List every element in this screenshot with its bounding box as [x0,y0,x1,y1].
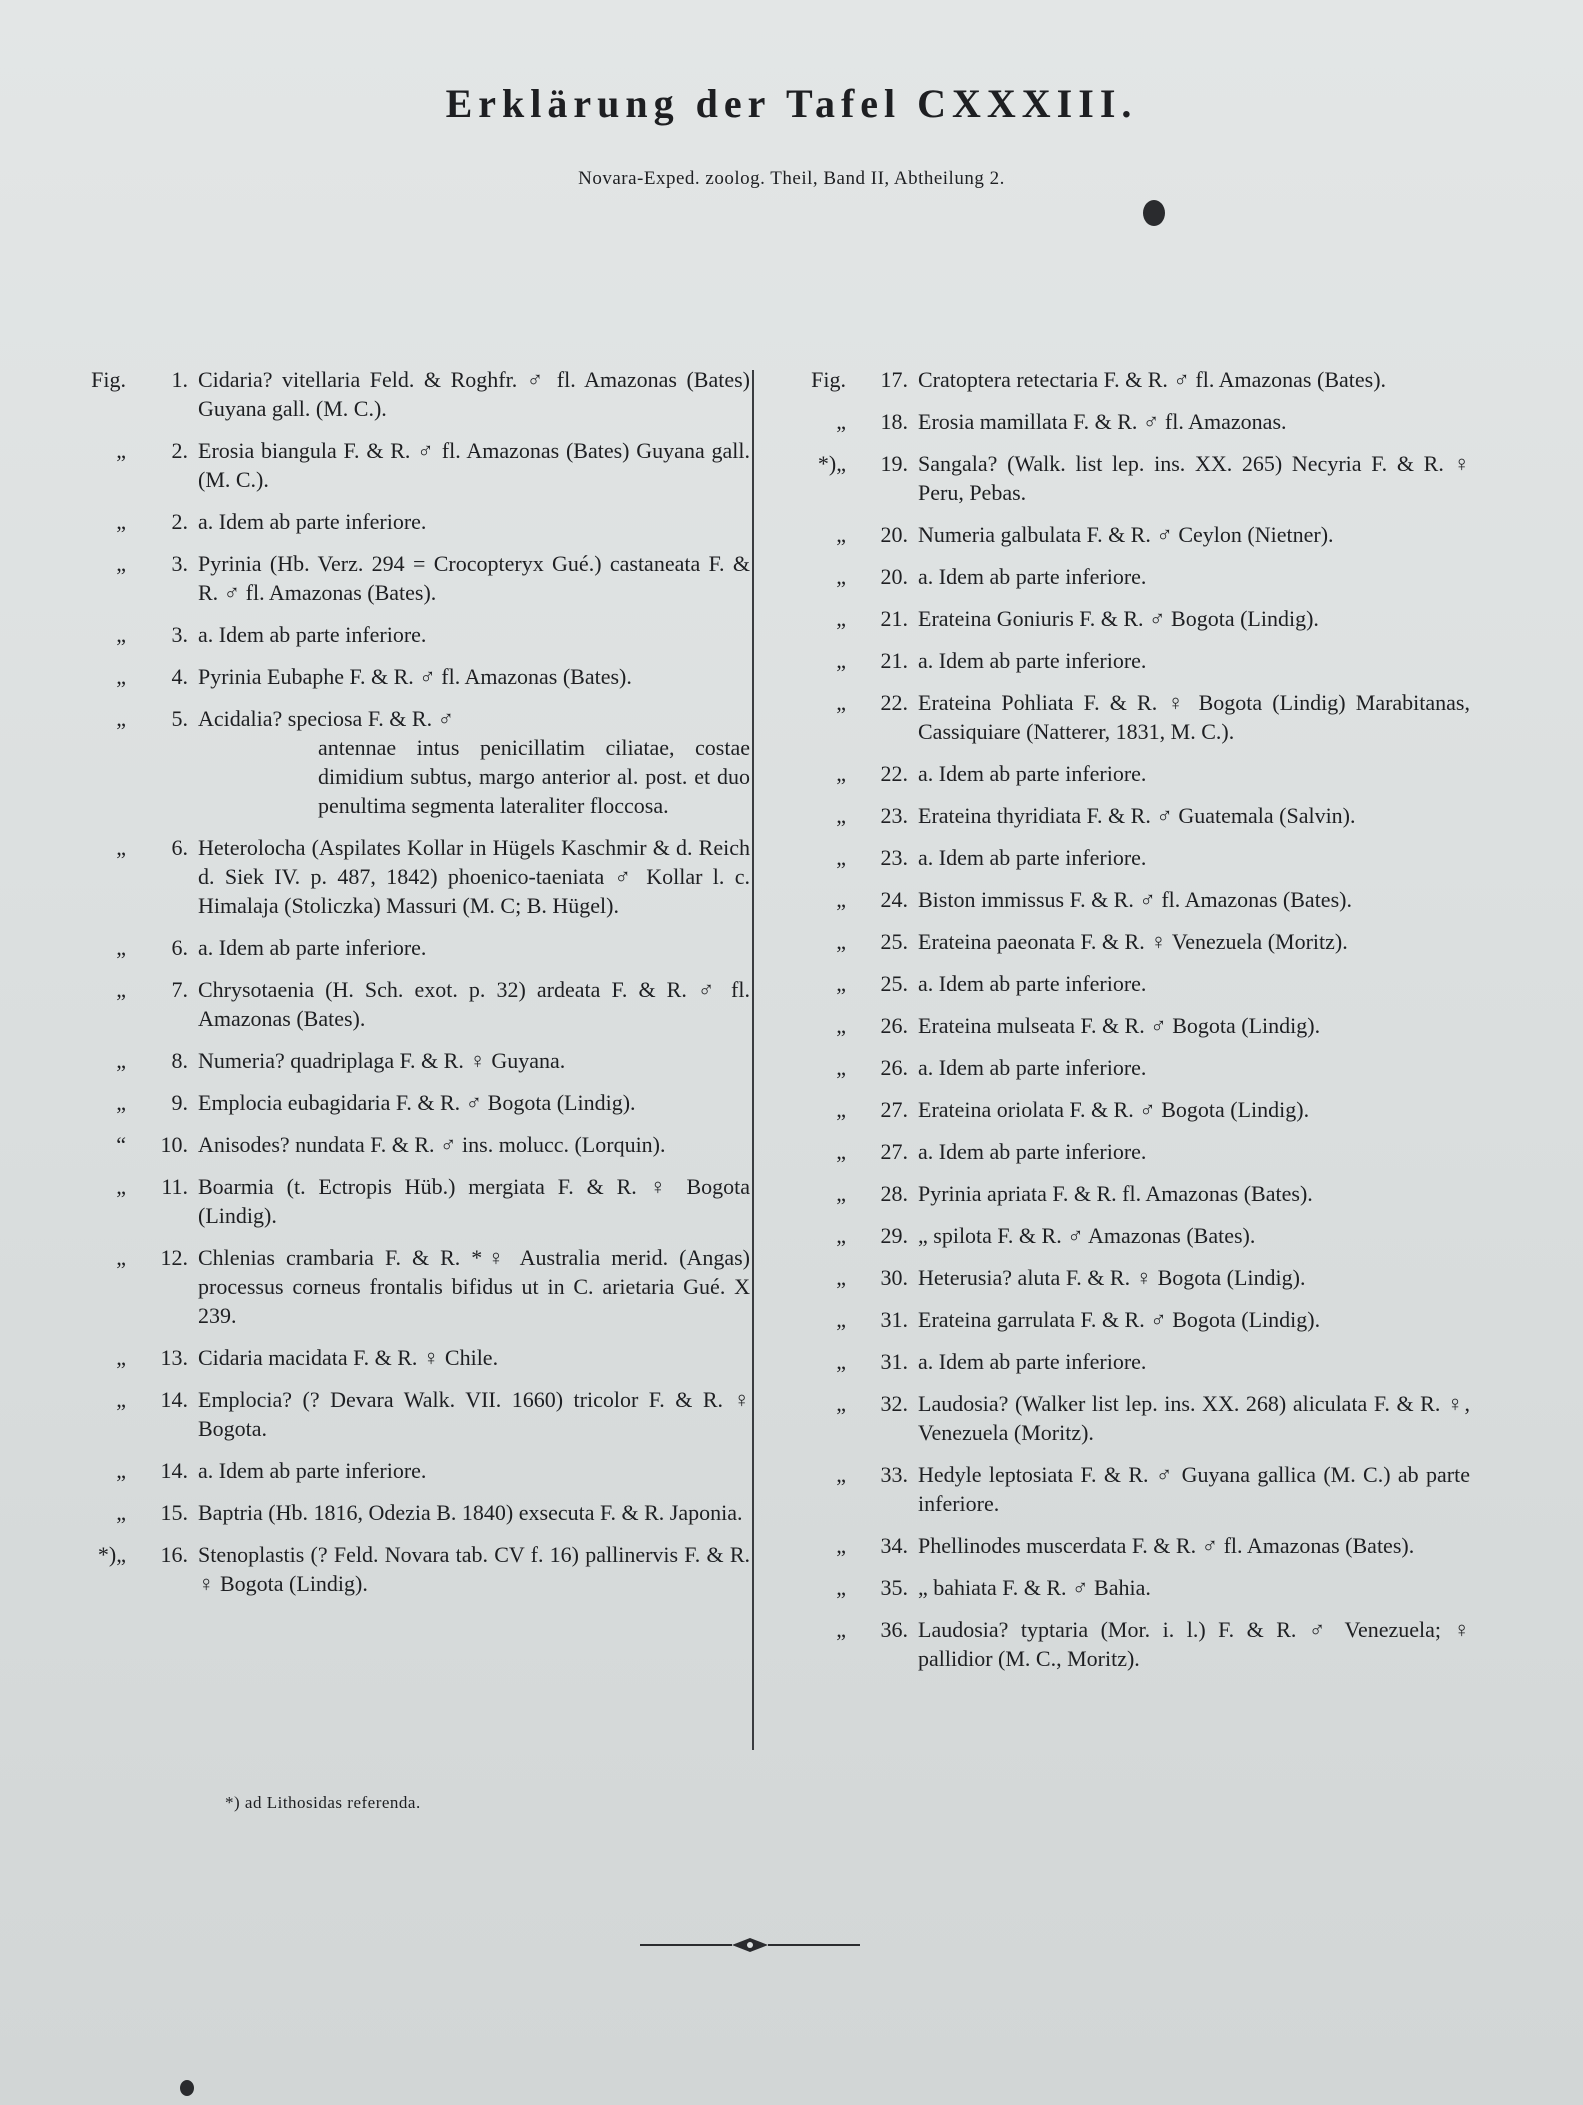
ornament-rule [640,1935,860,1960]
entry-description: Boarmia (t. Ectropis Hüb.) mergiata F. & R. ♀ Bogota (Lindig). [198,1174,750,1228]
entry-prefix: „ [836,761,846,786]
entry-text [198,1243,750,1330]
entry-lead [70,1243,198,1272]
figure-entry [790,1263,1470,1292]
figure-entry [790,604,1470,633]
entry-lead [790,1460,918,1489]
figure-entry [790,1573,1470,1602]
figure-entry [790,1053,1470,1082]
figure-entry [70,1498,750,1527]
figure-entry [790,1011,1470,1040]
figure-number: 17. [880,367,908,392]
entry-prefix: „ [116,1387,126,1412]
entry-lead [70,704,198,733]
figure-number: 25. [880,971,908,996]
entry-lead [70,620,198,649]
figure-entry [790,843,1470,872]
entry-description: a. Idem ab parte inferiore. [198,1458,427,1483]
entry-description: Laudosia? typtaria (Mor. i. l.) F. & R. ♂ Venezuela; ♀ pallidior (M. C., Moritz). [918,1617,1470,1671]
entry-description: a. Idem ab parte inferiore. [918,845,1147,870]
entry-lead [70,662,198,691]
entry-text [918,604,1470,633]
figure-number: 10. [160,1132,188,1157]
entry-lead [70,1498,198,1527]
entry-prefix: „ [836,1139,846,1164]
entry-text [198,1385,750,1443]
figure-number: 23. [880,845,908,870]
figure-number: 25. [880,929,908,954]
entry-prefix: „ [116,1174,126,1199]
figure-entry [790,365,1470,394]
entry-lead [790,801,918,830]
entry-lead [790,1389,918,1418]
entry-prefix: „ [836,887,846,912]
entry-lead [790,1011,918,1040]
entry-text [918,759,1470,788]
entry-text [918,1053,1470,1082]
entry-description: Erateina oriolata F. & R. ♂ Bogota (Lindig). [918,1097,1310,1122]
entry-description: Erateina Goniuris F. & R. ♂ Bogota (Lindig). [918,606,1319,631]
entry-lead [790,885,918,914]
entry-lead [70,833,198,862]
entry-text [918,562,1470,591]
entry-description: Erateina paeonata F. & R. ♀ Venezuela (Moritz). [918,929,1348,954]
entry-text [918,1389,1470,1447]
entry-lead [790,759,918,788]
entry-prefix: „ [116,706,126,731]
entry-description: a. Idem ab parte inferiore. [918,1139,1147,1164]
entry-description: Erosia biangula F. & R. ♂ fl. Amazonas (Bates) Guyana gall. (M. C.). [198,438,750,492]
entry-description: Pyrinia apriata F. & R. fl. Amazonas (Bates). [918,1181,1313,1206]
figure-entry [790,885,1470,914]
entry-prefix: „ [836,648,846,673]
entry-lead [790,688,918,717]
figure-number: 11. [161,1174,188,1199]
entry-lead [70,436,198,465]
figure-entry [790,969,1470,998]
entry-lead [790,407,918,436]
entry-text [198,1456,750,1485]
figure-entry [790,562,1470,591]
figure-entry [70,436,750,494]
entry-prefix: „ [836,606,846,631]
entry-lead [70,507,198,536]
entry-prefix: „ [836,1617,846,1642]
entry-text [918,1221,1470,1250]
figure-number: 28. [880,1181,908,1206]
entry-text [198,507,750,536]
entry-prefix: „ [116,551,126,576]
figure-number: 23. [880,803,908,828]
figure-entry [790,1389,1470,1447]
entry-description: Baptria (Hb. 1816, Odezia B. 1840) exsecuta F. & R. Japonia. [198,1500,743,1525]
entry-text [918,927,1470,956]
figure-entry [70,1088,750,1117]
entry-prefix: „ [116,438,126,463]
entry-text [918,1615,1470,1673]
entry-prefix: „ [836,803,846,828]
figure-entry [70,833,750,920]
figure-number: 15. [160,1500,188,1525]
entry-description: Emplocia? (? Devara Walk. VII. 1660) tricolor F. & R. ♀ Bogota. [198,1387,750,1441]
entry-lead [790,1531,918,1560]
entry-lead [70,933,198,962]
figure-entry [70,1046,750,1075]
entry-description: Phellinodes muscerdata F. & R. ♂ fl. Amazonas (Bates). [918,1533,1415,1558]
entry-text [918,1573,1470,1602]
entry-prefix: „ [836,845,846,870]
entry-prefix: „ [116,664,126,689]
entry-lead [790,520,918,549]
entry-text [918,365,1470,394]
entry-text [198,620,750,649]
entry-lead [70,549,198,578]
ink-spot [1143,200,1165,226]
entry-description: a. Idem ab parte inferiore. [918,648,1147,673]
entry-description: Cratoptera retectaria F. & R. ♂ fl. Amazonas (Bates). [918,367,1387,392]
figure-entry [790,688,1470,746]
entry-lead [790,1095,918,1124]
entry-description: Chlenias crambaria F. & R. *♀ Australia merid. (Angas) processus corneus frontalis bifidus ut in C. arietaria Gué. X 239. [198,1245,750,1328]
entry-description: Erateina mulseata F. & R. ♂ Bogota (Lindig). [918,1013,1321,1038]
figure-number: 36. [880,1617,908,1642]
figure-entry [790,759,1470,788]
figure-number: 20. [880,564,908,589]
entry-text [918,1263,1470,1292]
entry-description: Anisodes? nundata F. & R. ♂ ins. molucc. (Lorquin). [198,1132,666,1157]
entry-text [198,1343,750,1372]
entry-description: Heterusia? aluta F. & R. ♀ Bogota (Lindig). [918,1265,1306,1290]
figure-entry [70,507,750,536]
entry-lead [790,365,918,394]
figure-number: 12. [160,1245,188,1270]
figure-number: 2. [171,438,188,463]
figure-entry [70,1243,750,1330]
entry-description: Erateina garrulata F. & R. ♂ Bogota (Lindig). [918,1307,1321,1332]
entry-prefix: „ [116,977,126,1002]
entry-text [918,969,1470,998]
entry-prefix: „ [836,409,846,434]
entry-text [918,646,1470,675]
entry-lead [70,1385,198,1414]
figure-number: 6. [171,935,188,960]
figure-number: 21. [880,606,908,631]
figure-entry [790,449,1470,507]
entry-prefix: „ [836,929,846,954]
entry-prefix: „ [836,690,846,715]
entry-description: Erateina Pohliata F. & R. ♀ Bogota (Lindig) Marabitanas, Cassiquiare (Natterer, 1831, M. C.). [918,690,1470,744]
entry-prefix: „ [116,835,126,860]
figure-entry [70,1343,750,1372]
entry-lead [790,1053,918,1082]
entry-prefix: „ [116,622,126,647]
entry-description: „ spilota F. & R. ♂ Amazonas (Bates). [918,1223,1256,1248]
entry-description: Numeria? quadriplaga F. & R. ♀ Guyana. [198,1048,566,1073]
figure-number: 27. [880,1097,908,1122]
entry-lead [790,604,918,633]
entry-text [918,1347,1470,1376]
entry-prefix: „ [116,935,126,960]
figure-entry [790,1221,1470,1250]
figure-number: 13. [160,1345,188,1370]
entry-description: Sangala? (Walk. list lep. ins. XX. 265) Necyria F. & R. ♀ Peru, Pebas. [918,451,1470,505]
entry-prefix: Fig. [91,367,126,392]
entry-text [918,688,1470,746]
entry-text [198,1130,750,1159]
entry-description: Cidaria? vitellaria Feld. & Roghfr. ♂ fl. Amazonas (Bates) Guyana gall. (M. C.). [198,367,750,421]
entry-text [198,1540,750,1598]
entry-text [918,843,1470,872]
entry-lead [790,646,918,675]
entry-description: a. Idem ab parte inferiore. [198,509,427,534]
figure-entry [790,1305,1470,1334]
figure-number: 7. [171,977,188,1002]
figure-number: 29. [880,1223,908,1248]
figure-entry [70,1172,750,1230]
figure-number: 6. [171,835,188,860]
entry-prefix: „ [836,564,846,589]
figure-number: 26. [880,1055,908,1080]
entry-lead [790,1347,918,1376]
figure-number: 21. [880,648,908,673]
figure-number: 26. [880,1013,908,1038]
entry-description: Biston immissus F. & R. ♂ fl. Amazonas (Bates). [918,887,1352,912]
entry-text [918,1531,1470,1560]
figure-number: 16. [160,1542,188,1567]
entry-lead [70,1130,198,1159]
entry-prefix: *)„ [817,451,846,476]
entry-text [198,662,750,691]
column-divider [752,370,754,1750]
left-column [70,365,750,1611]
entry-text [198,549,750,607]
entry-prefix: „ [116,1458,126,1483]
figure-entry [70,549,750,607]
figure-entry [790,801,1470,830]
entry-description: a. Idem ab parte inferiore. [918,564,1147,589]
entry-lead [70,1456,198,1485]
entry-text [918,449,1470,507]
figure-entry [790,1531,1470,1560]
entry-lead [70,975,198,1004]
figure-entry [70,933,750,962]
entry-text [198,833,750,920]
entry-text [198,704,750,820]
entry-lead [70,365,198,394]
figure-entry [70,704,750,820]
entry-description: a. Idem ab parte inferiore. [918,1055,1147,1080]
entry-text [918,1137,1470,1166]
entry-lead [790,1305,918,1334]
entry-description: Heterolocha (Aspilates Kollar in Hügels Kaschmir & d. Reich d. Siek IV. p. 487, 1842) phoenico-taeniata ♂ Kollar l. c. Himalaja (Stoliczka) Massuri (M. C; B. Hügel). [198,835,750,918]
entry-prefix: „ [836,1265,846,1290]
entry-text [198,933,750,962]
figure-entry [70,1456,750,1485]
entry-text [918,1011,1470,1040]
figure-number: 5. [171,706,188,731]
figure-number: 30. [880,1265,908,1290]
entry-text [198,1046,750,1075]
figure-number: 20. [880,522,908,547]
entry-lead [790,1137,918,1166]
footnote: *) ad Lithosidas referenda. [225,1793,421,1812]
entry-lead [70,1046,198,1075]
entry-description: Hedyle leptosiata F. & R. ♂ Guyana gallica (M. C.) ab parte inferiore. [918,1462,1470,1516]
figure-entry [790,927,1470,956]
entry-description: Acidalia? speciosa F. & R. ♂ [198,706,455,731]
entry-lead [790,449,918,478]
entry-prefix: „ [116,1090,126,1115]
entry-lead [790,562,918,591]
page-subtitle: Novara-Exped. zoolog. Theil, Band II, Abtheilung 2. [578,168,1005,189]
entry-description: Stenoplastis (? Feld. Novara tab. CV f. 16) pallinervis F. & R. ♀ Bogota (Lindig). [198,1542,750,1596]
figure-number: 31. [880,1307,908,1332]
entry-lead [790,1615,918,1644]
entry-description: a. Idem ab parte inferiore. [918,761,1147,786]
entry-lead [70,1540,198,1569]
entry-prefix: „ [116,1345,126,1370]
figure-entry [70,1130,750,1159]
figure-entry [70,662,750,691]
figure-entry [790,1137,1470,1166]
entry-prefix: „ [836,1055,846,1080]
entry-prefix: „ [836,1223,846,1248]
entry-prefix: „ [116,1500,126,1525]
entry-text [918,801,1470,830]
entry-prefix: „ [116,1245,126,1270]
figure-entry [70,365,750,423]
entry-prefix: „ [836,971,846,996]
entry-lead [70,1172,198,1201]
figure-number: 22. [880,761,908,786]
figure-number: 32. [880,1391,908,1416]
entry-prefix: “ [116,1132,126,1157]
figure-entry [70,1540,750,1598]
figure-number: 3. [171,622,188,647]
figure-number: 27. [880,1139,908,1164]
entry-description: Erateina thyridiata F. & R. ♂ Guatemala (Salvin). [918,803,1356,828]
figure-entry [70,620,750,649]
entry-description: Laudosia? (Walker list lep. ins. XX. 268) aliculata F. & R. ♀, Venezuela (Moritz). [918,1391,1470,1445]
entry-text [918,1460,1470,1518]
figure-number: 14. [160,1387,188,1412]
entry-prefix: „ [116,509,126,534]
entry-prefix: „ [836,1097,846,1122]
entry-text [198,1088,750,1117]
entry-text [918,407,1470,436]
entry-lead [790,1573,918,1602]
entry-text [198,1498,750,1527]
figure-number: 24. [880,887,908,912]
entry-prefix: „ [836,1013,846,1038]
figure-entry [790,646,1470,675]
entry-lead [70,1088,198,1117]
entry-description: Erosia mamillata F. & R. ♂ fl. Amazonas. [918,409,1287,434]
entry-text [198,365,750,423]
entry-description: a. Idem ab parte inferiore. [198,622,427,647]
entry-prefix: „ [836,1533,846,1558]
figure-number: 35. [880,1575,908,1600]
entry-text [198,1172,750,1230]
figure-entry [790,1615,1470,1673]
figure-entry [790,520,1470,549]
entry-prefix: „ [836,1349,846,1374]
entry-prefix: „ [836,522,846,547]
entry-lead [70,1343,198,1372]
figure-number: 31. [880,1349,908,1374]
figure-number: 14. [160,1458,188,1483]
ink-spot [180,2080,194,2096]
entry-description: a. Idem ab parte inferiore. [918,971,1147,996]
entry-prefix: „ [836,1575,846,1600]
entry-description: a. Idem ab parte inferiore. [918,1349,1147,1374]
entry-description: a. Idem ab parte inferiore. [198,935,427,960]
entry-prefix: „ [836,1181,846,1206]
figure-number: 4. [171,664,188,689]
entry-text [918,520,1470,549]
figure-number: 33. [880,1462,908,1487]
entry-prefix: „ [836,1391,846,1416]
figure-number: 22. [880,690,908,715]
entry-description: Numeria galbulata F. & R. ♂ Ceylon (Nietner). [918,522,1334,547]
entry-text [198,975,750,1033]
figure-number: 19. [880,451,908,476]
figure-number: 18. [880,409,908,434]
entry-text [918,885,1470,914]
entry-description: „ bahiata F. & R. ♂ Bahia. [918,1575,1151,1600]
entry-description: Emplocia eubagidaria F. & R. ♂ Bogota (Lindig). [198,1090,636,1115]
figure-number: 3. [171,551,188,576]
entry-description: Chrysotaenia (H. Sch. exot. p. 32) ardeata F. & R. ♂ fl. Amazonas (Bates). [198,977,750,1031]
figure-number: 2. [171,509,188,534]
entry-lead [790,969,918,998]
figure-entry [70,1385,750,1443]
figure-entry [790,407,1470,436]
figure-number: 1. [171,367,188,392]
entry-prefix: *)„ [97,1542,126,1567]
figure-entry [790,1095,1470,1124]
figure-entry [70,975,750,1033]
entry-extra: antennae intus penicillatim ciliatae, costae dimidium subtus, margo anterior al. post. et duo penultima segmenta lateraliter floccosa. [318,735,750,818]
figure-number: 34. [880,1533,908,1558]
entry-prefix: „ [116,1048,126,1073]
entry-prefix: „ [836,1462,846,1487]
entry-text [918,1095,1470,1124]
entry-lead [790,1179,918,1208]
entry-description: Pyrinia Eubaphe F. & R. ♂ fl. Amazonas (Bates). [198,664,632,689]
entry-prefix: „ [836,1307,846,1332]
entry-text [918,1305,1470,1334]
entry-lead [790,1263,918,1292]
figure-number: 9. [171,1090,188,1115]
entry-lead [790,927,918,956]
entry-description: Pyrinia (Hb. Verz. 294 = Crocopteryx Gué.) castaneata F. & R. ♂ fl. Amazonas (Bates). [198,551,750,605]
page-title: Erklärung der Tafel CXXXIII. [445,81,1138,126]
figure-entry [790,1179,1470,1208]
figure-entry [790,1460,1470,1518]
entry-lead [790,843,918,872]
entry-lead [790,1221,918,1250]
entry-text [918,1179,1470,1208]
right-column [790,365,1470,1686]
entry-prefix: Fig. [811,367,846,392]
entry-description: Cidaria macidata F. & R. ♀ Chile. [198,1345,499,1370]
figure-entry [790,1347,1470,1376]
entry-text [198,436,750,494]
figure-number: 8. [171,1048,188,1073]
